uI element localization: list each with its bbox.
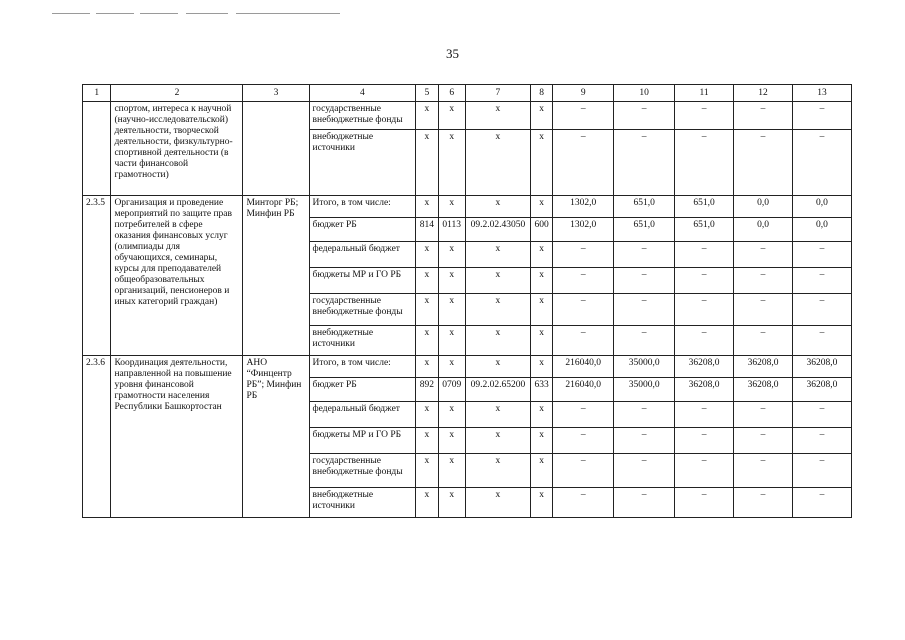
funding-source-cell: Итого, в том числе: [309,356,416,378]
amount-cell: 0,0 [792,218,851,242]
amount-cell: – [553,402,614,428]
classification-cell: х [465,326,530,356]
amount-cell: – [614,454,675,488]
amount-cell: 651,0 [614,218,675,242]
classification-cell: х [465,268,530,294]
table-row [83,356,852,378]
amount-cell: – [553,294,614,326]
classification-cell: х [465,402,530,428]
amount-cell: 216040,0 [553,378,614,402]
funding-source-cell: внебюджетные источники [309,326,416,356]
funding-source-cell: внебюджетные источники [309,488,416,518]
amount-cell: – [675,454,734,488]
classification-cell: х [530,242,552,268]
classification-cell: х [416,326,438,356]
classification-cell: х [438,196,465,218]
amount-cell: – [792,294,851,326]
classification-cell: х [530,428,552,454]
section-code: 2.3.5 [83,196,111,356]
amount-cell: – [792,454,851,488]
amount-cell: – [734,326,793,356]
funding-source-cell: государственные внебюджетные фонды [309,294,416,326]
header-cell: 5 [416,85,438,102]
column-number-row [83,85,852,102]
amount-cell: – [734,428,793,454]
classification-cell: 600 [530,218,552,242]
classification-cell: х [530,402,552,428]
financing-table [82,84,852,518]
funding-source-cell: бюджеты МР и ГО РБ [309,428,416,454]
amount-cell: – [792,242,851,268]
amount-cell: – [614,102,675,130]
amount-cell: – [792,402,851,428]
amount-cell: – [614,130,675,196]
funding-source-cell: государственные внебюджетные фонды [309,102,416,130]
amount-cell: 1302,0 [553,196,614,218]
header-cell: 13 [792,85,851,102]
amount-cell: – [614,488,675,518]
classification-cell: х [438,130,465,196]
section-executor [243,102,309,196]
classification-cell: х [438,402,465,428]
header-cell: 1 [83,85,111,102]
classification-cell: х [530,130,552,196]
header-cell: 6 [438,85,465,102]
header-cell: 4 [309,85,416,102]
classification-cell: х [465,242,530,268]
classification-cell: х [530,356,552,378]
classification-cell: х [465,130,530,196]
funding-source-cell: бюджет РБ [309,378,416,402]
amount-cell: – [734,102,793,130]
funding-source-cell: Итого, в том числе: [309,196,416,218]
header-cell: 10 [614,85,675,102]
amount-cell: 36208,0 [792,356,851,378]
section-title: Организация и проведение мероприятий по защите прав потребителей в сфере оказания финансовых услуг (олимпиады для обучающихся, семинары, курсы для преподавателей общеобразовательных организаций, пенсионеров и иных категорий граждан) [111,196,243,356]
amount-cell: – [734,130,793,196]
classification-cell: 633 [530,378,552,402]
classification-cell: х [465,454,530,488]
classification-cell: х [416,196,438,218]
classification-cell: х [465,294,530,326]
amount-cell: – [675,488,734,518]
classification-cell: х [416,130,438,196]
classification-cell: 09.2.02.65200 [465,378,530,402]
funding-source-cell: федеральный бюджет [309,402,416,428]
header-cell: 2 [111,85,243,102]
amount-cell: 216040,0 [553,356,614,378]
amount-cell: – [553,242,614,268]
classification-cell: х [465,196,530,218]
amount-cell: 0,0 [734,196,793,218]
section-code: 2.3.6 [83,356,111,518]
amount-cell: – [675,130,734,196]
classification-cell: 814 [416,218,438,242]
classification-cell: х [465,356,530,378]
classification-cell: х [438,454,465,488]
page-number: 35 [446,46,459,61]
amount-cell: – [553,454,614,488]
amount-cell: 651,0 [675,196,734,218]
amount-cell: – [675,326,734,356]
classification-cell: х [438,488,465,518]
header-cell: 9 [553,85,614,102]
amount-cell: – [792,326,851,356]
classification-cell: х [416,268,438,294]
classification-cell: х [438,268,465,294]
classification-cell: х [530,454,552,488]
amount-cell: – [734,242,793,268]
header-cell: 12 [734,85,793,102]
table-body [83,102,852,518]
amount-cell: – [792,428,851,454]
classification-cell: х [438,294,465,326]
amount-cell: 0,0 [734,218,793,242]
amount-cell: 0,0 [792,196,851,218]
classification-cell: х [438,102,465,130]
amount-cell: 36208,0 [734,356,793,378]
classification-cell: х [416,102,438,130]
classification-cell: 09.2.02.43050 [465,218,530,242]
amount-cell: 35000,0 [614,356,675,378]
classification-cell: х [530,294,552,326]
classification-cell: х [530,326,552,356]
amount-cell: – [675,428,734,454]
amount-cell: – [675,294,734,326]
classification-cell: х [465,428,530,454]
header-rule-lines [52,13,352,15]
funding-source-cell: внебюджетные источники [309,130,416,196]
amount-cell: – [614,242,675,268]
amount-cell: – [553,428,614,454]
classification-cell: х [438,428,465,454]
amount-cell: – [675,402,734,428]
classification-cell: х [530,488,552,518]
section-executor: Минторг РБ; Минфин РБ [243,196,309,356]
classification-cell: 892 [416,378,438,402]
amount-cell: – [614,326,675,356]
section-title: Координация деятельности, направленной на повышение уровня финансовой грамотности населения Республики Башкортостан [111,356,243,518]
amount-cell: – [553,102,614,130]
section-code [83,102,111,196]
amount-cell: – [792,130,851,196]
header-cell: 3 [243,85,309,102]
amount-cell: – [614,402,675,428]
amount-cell: – [792,102,851,130]
amount-cell: – [675,102,734,130]
table-row [83,196,852,218]
classification-cell: 0709 [438,378,465,402]
classification-cell: х [438,356,465,378]
section-executor: АНО “Финцентр РБ”; Минфин РБ [243,356,309,518]
funding-source-cell: государственные внебюджетные фонды [309,454,416,488]
classification-cell: х [416,488,438,518]
header-cell: 8 [530,85,552,102]
header-cell: 7 [465,85,530,102]
section-title: спортом, интереса к научной (научно-исследовательской) деятельности, творческой деятельности, физкультурно-спортивной деятельности (в части финансовой грамотности) [111,102,243,196]
amount-cell: 36208,0 [792,378,851,402]
amount-cell: 36208,0 [675,378,734,402]
classification-cell: х [438,242,465,268]
amount-cell: – [614,428,675,454]
amount-cell: – [675,242,734,268]
classification-cell: х [465,488,530,518]
amount-cell: – [792,268,851,294]
classification-cell: х [416,294,438,326]
header-cell: 11 [675,85,734,102]
funding-source-cell: федеральный бюджет [309,242,416,268]
table-row [83,102,852,130]
classification-cell: х [416,356,438,378]
amount-cell: 35000,0 [614,378,675,402]
classification-cell: х [530,268,552,294]
amount-cell: 651,0 [614,196,675,218]
amount-cell: – [675,268,734,294]
amount-cell: 36208,0 [675,356,734,378]
classification-cell: х [465,102,530,130]
amount-cell: – [734,402,793,428]
classification-cell: х [530,102,552,130]
amount-cell: – [614,294,675,326]
classification-cell: х [438,326,465,356]
amount-cell: – [553,268,614,294]
amount-cell: – [734,268,793,294]
amount-cell: – [734,488,793,518]
classification-cell: х [416,402,438,428]
amount-cell: – [553,326,614,356]
classification-cell: х [416,242,438,268]
classification-cell: х [416,428,438,454]
amount-cell: – [614,268,675,294]
funding-source-cell: бюджеты МР и ГО РБ [309,268,416,294]
amount-cell: 36208,0 [734,378,793,402]
amount-cell: 1302,0 [553,218,614,242]
amount-cell: – [792,488,851,518]
funding-source-cell: бюджет РБ [309,218,416,242]
amount-cell: – [553,130,614,196]
amount-cell: – [734,294,793,326]
classification-cell: х [416,454,438,488]
amount-cell: 651,0 [675,218,734,242]
classification-cell: 0113 [438,218,465,242]
amount-cell: – [553,488,614,518]
classification-cell: х [530,196,552,218]
amount-cell: – [734,454,793,488]
